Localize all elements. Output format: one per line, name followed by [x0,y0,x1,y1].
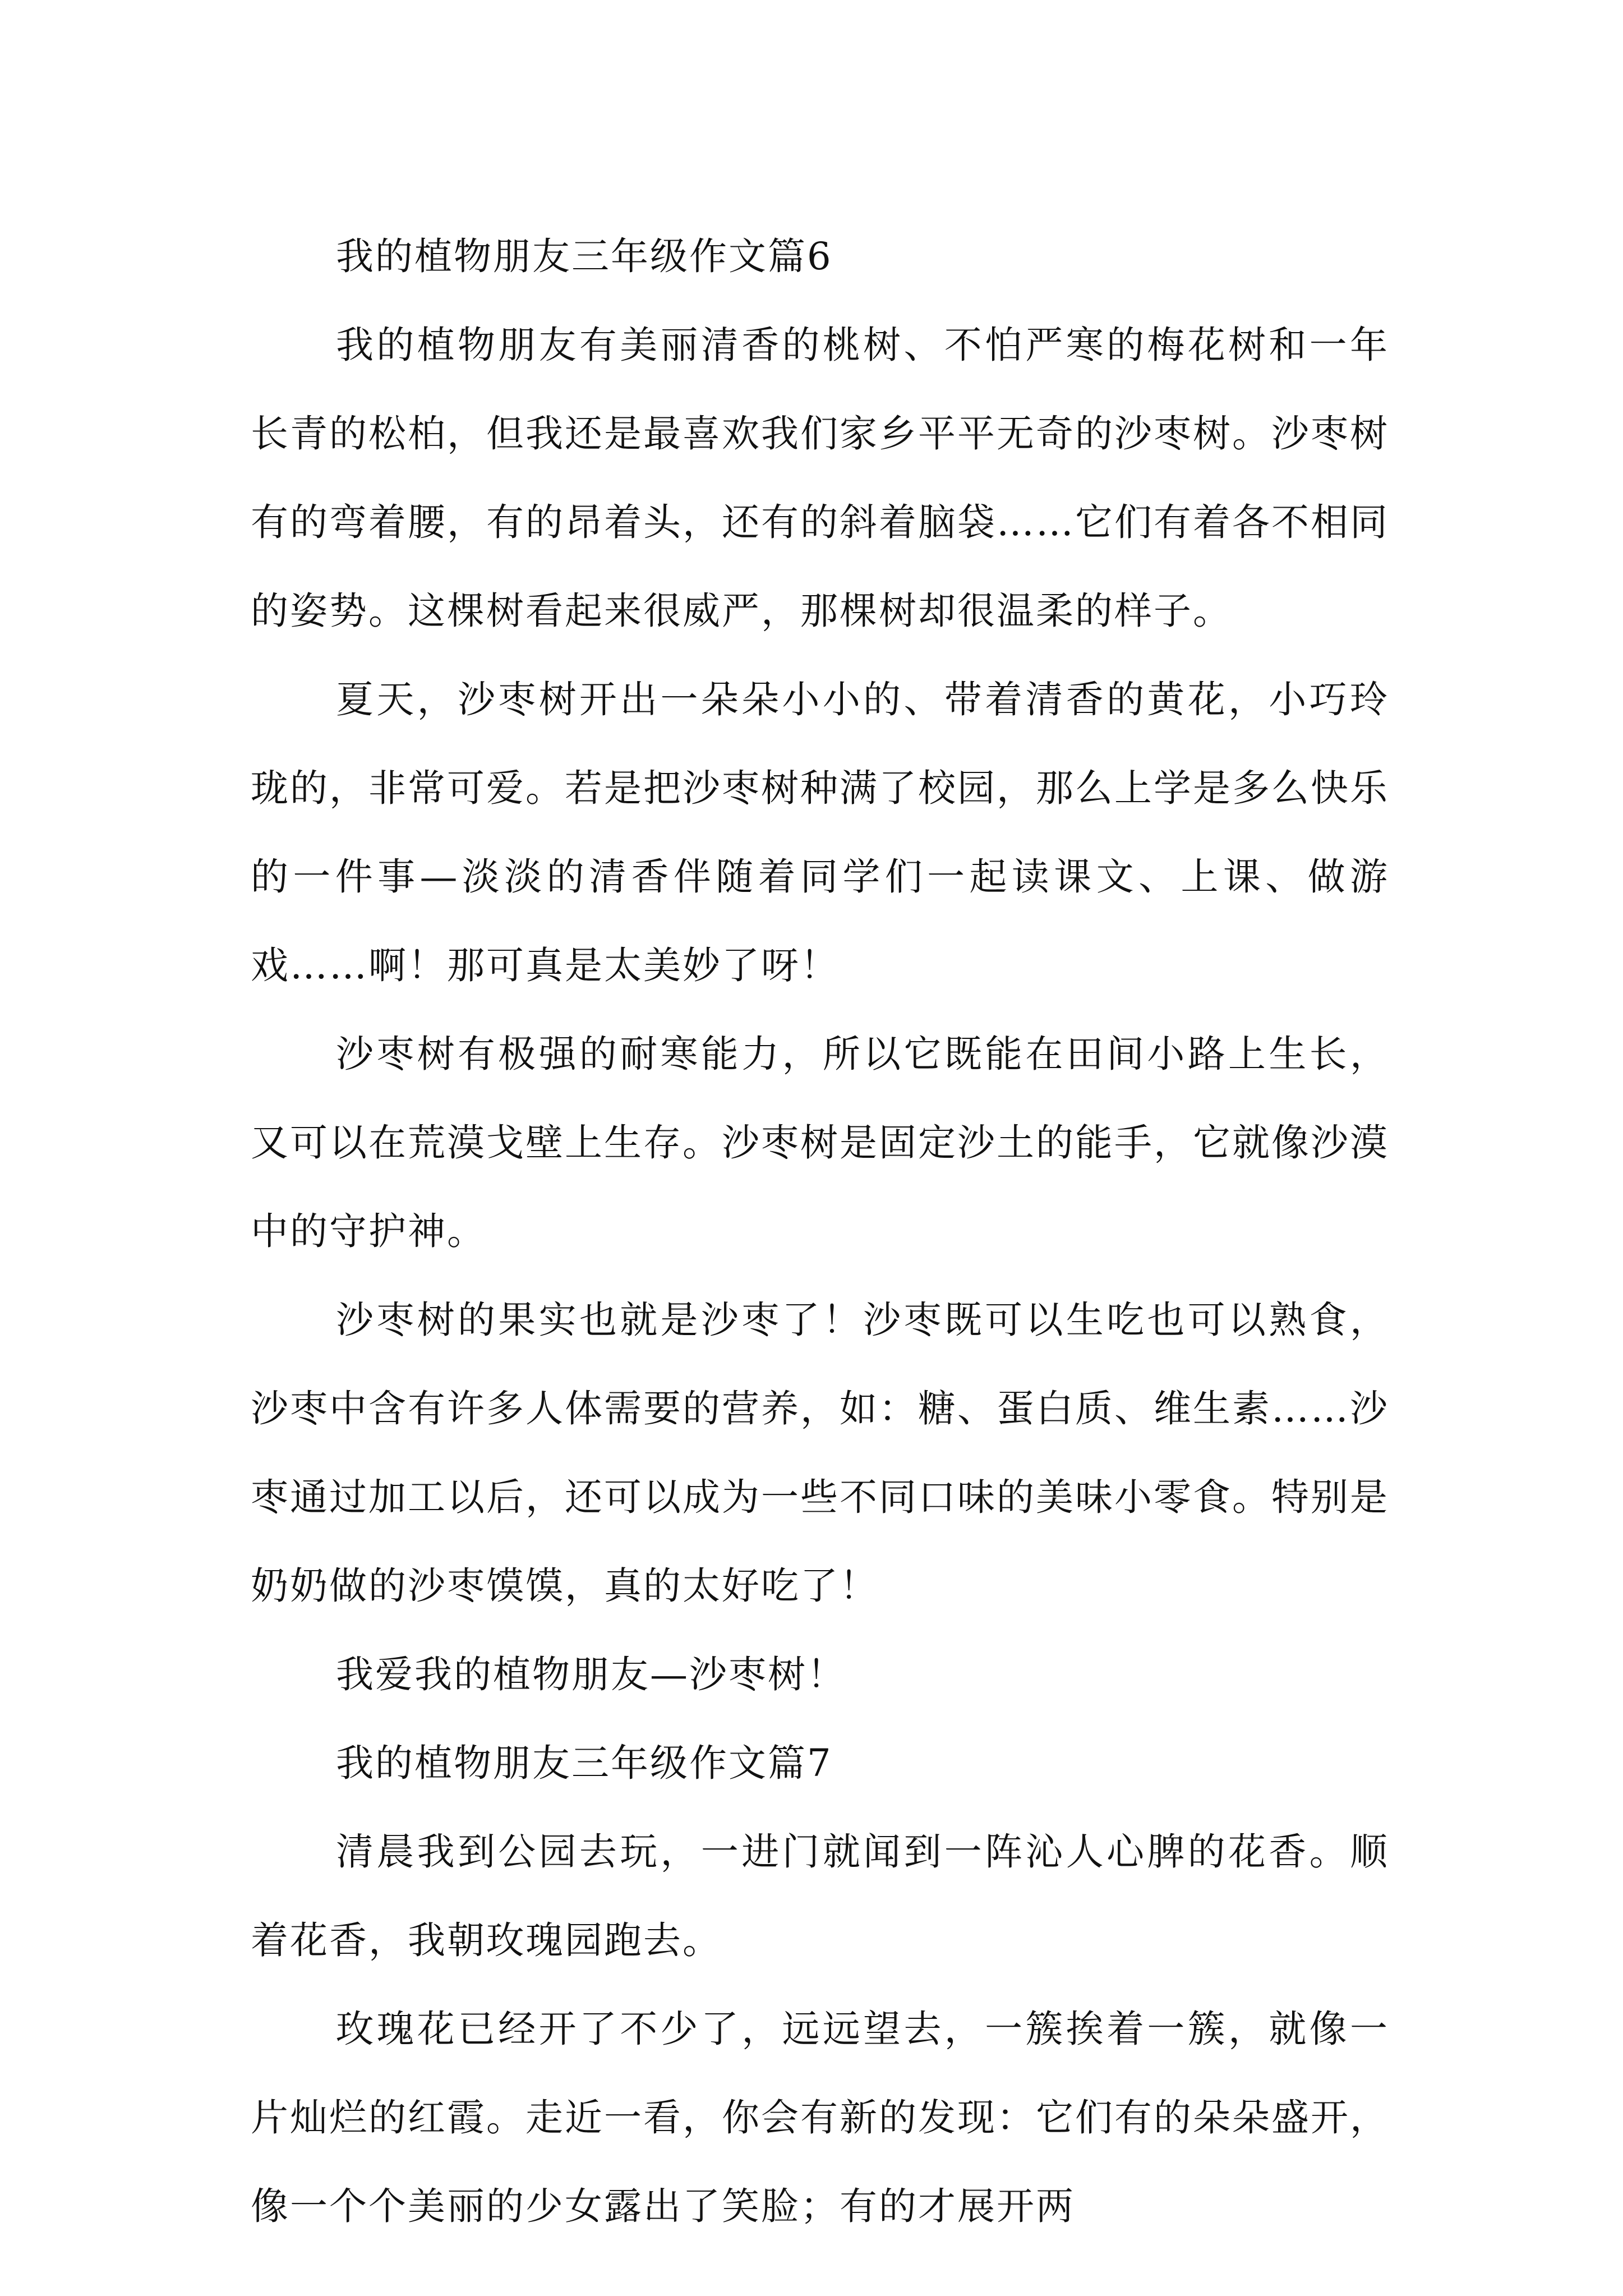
paragraph: 我的植物朋友有美丽清香的桃树、不怕严寒的梅花树和一年长青的松柏，但我还是最喜欢我们家乡平平无奇的沙枣树。沙枣树有的弯着腰，有的昂着头，还有的斜着脑袋……它们有着各不相同的姿势。这棵树看起来很威严，那棵树却很温柔的样子。 [251,323,1389,633]
document-body [251,212,1389,2251]
paragraph: 夏天，沙枣树开出一朵朵小小的、带着清香的黄花，小巧玲珑的，非常可爱。若是把沙枣树种满了校园，那么上学是多么快乐的一件事—淡淡的清香伴随着同学们一起读课文、上课、做游戏……啊！那可真是太美妙了呀！ [251,678,1389,987]
paragraph: 我爱我的植物朋友—沙枣树！ [336,1653,846,1696]
paragraph: 沙枣树有极强的耐寒能力，所以它既能在田间小路上生长，又可以在荒漠戈壁上生存。沙枣树是固定沙土的能手，它就像沙漠中的守护神。 [251,1032,1389,1253]
paragraph: 玫瑰花已经开了不少了，远远望去，一簇挨着一簇，就像一片灿烂的红霞。走近一看，你会有新的发现：它们有的朵朵盛开，像一个个美丽的少女露出了笑脸；有的才展开两 [251,2007,1389,2228]
paragraph: 清晨我到公园去玩，一进门就闻到一阵沁人心脾的花香。顺着花香，我朝玫瑰园跑去。 [251,1830,1389,1962]
section-heading-6: 我的植物朋友三年级作文篇6 [336,234,833,278]
paragraph: 沙枣树的果实也就是沙枣了！沙枣既可以生吃也可以熟食，沙枣中含有许多人体需要的营养，如：糖、蛋白质、维生素……沙枣通过加工以后，还可以成为一些不同口味的美味小零食。特别是奶奶做的沙枣馍馍，真的太好吃了！ [251,1298,1389,1608]
section-heading-7: 我的植物朋友三年级作文篇7 [336,1741,833,1785]
